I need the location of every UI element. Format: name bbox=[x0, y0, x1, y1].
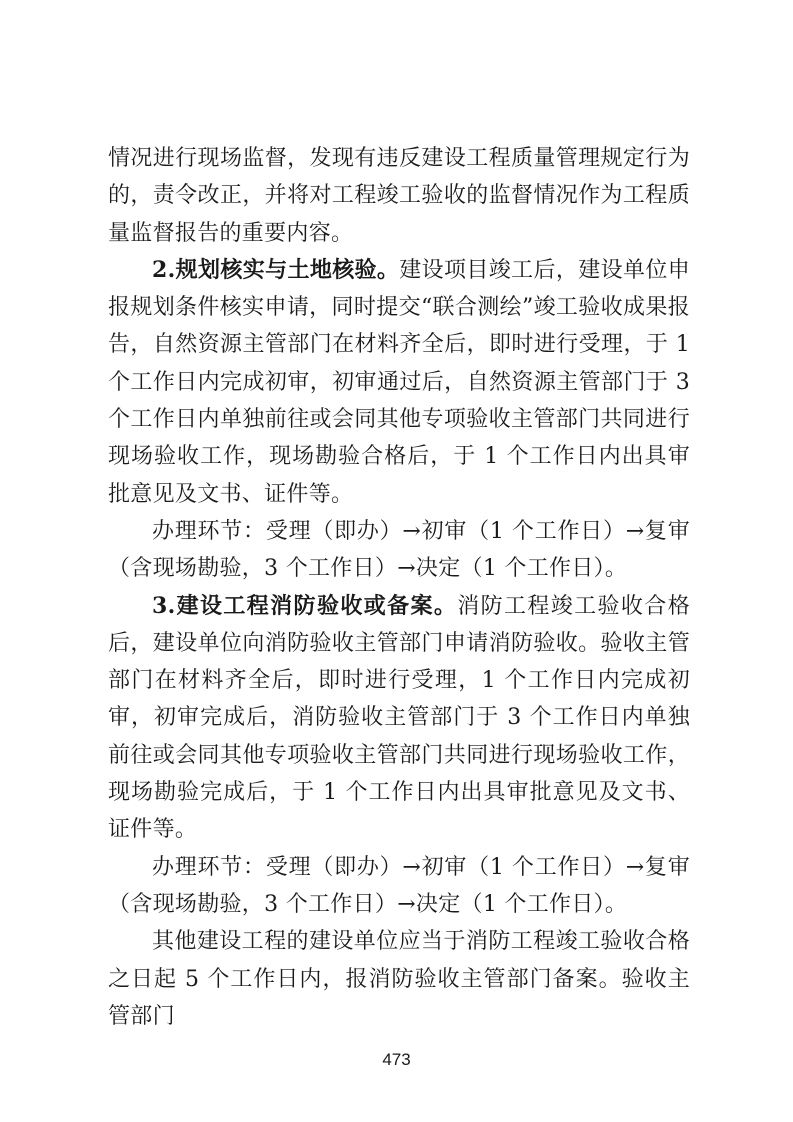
paragraph-continuation bbox=[108, 140, 690, 252]
paragraph-text: 情况进行现场监督，发现有违反建设工程质量管理规定行为的，责令改正，并将对工程竣工验收的监督情况作为工程质量监督报告的重要内容。 bbox=[108, 146, 690, 246]
paragraph-other-projects bbox=[108, 923, 690, 1035]
paragraph-fire-acceptance bbox=[108, 588, 690, 849]
paragraph-process-steps-planning bbox=[108, 513, 690, 588]
paragraph-text: 建设项目竣工后，建设单位申报规划条件核实申请，同时提交“联合测绘”竣工验收成果报告，自然资源主管部门在材料齐全后，即时进行受理，于 1 个工作日内完成初审，初审通过后，自然资源主管部门于 3 个工作日内单独前往或会同其他专项验收主管部门共同进行现场验收工作，现场勘验合格后，于 1 个工作日内出具审批意见及文书、证件等。 bbox=[108, 257, 690, 507]
paragraph-planning-verification bbox=[108, 252, 690, 513]
page-number: 473 bbox=[382, 1050, 411, 1069]
paragraph-text: 消防工程竣工验收合格后，建设单位向消防验收主管部门申请消防验收。验收主管部门在材料齐全后，即时进行受理，1 个工作日内完成初审，初审完成后，消防验收主管部门于 3 个工作日内单独前往或会同其他专项验收主管部门共同进行现场验收工作，现场勘验完成后，于 1 个工作日内出具审批意见及文书、证件等。 bbox=[108, 593, 690, 843]
paragraph-text: 办理环节：受理（即办）→初审（1 个工作日）→复审（含现场勘验，3 个工作日）→决定（1 个工作日）。 bbox=[108, 518, 690, 582]
paragraph-text: 其他建设工程的建设单位应当于消防工程竣工验收合格之日起 5 个工作日内，报消防验收主管部门备案。验收主管部门 bbox=[108, 929, 690, 1029]
section-heading-planning: 2.规划核实与土地核验。 bbox=[152, 256, 400, 283]
section-heading-fire: 3.建设工程消防验收或备案。 bbox=[152, 592, 458, 619]
paragraph-process-steps-fire bbox=[108, 849, 690, 924]
document-body bbox=[108, 140, 690, 1035]
paragraph-text: 办理环节：受理（即办）→初审（1 个工作日）→复审（含现场勘验，3 个工作日）→决定（1 个工作日）。 bbox=[108, 854, 690, 917]
